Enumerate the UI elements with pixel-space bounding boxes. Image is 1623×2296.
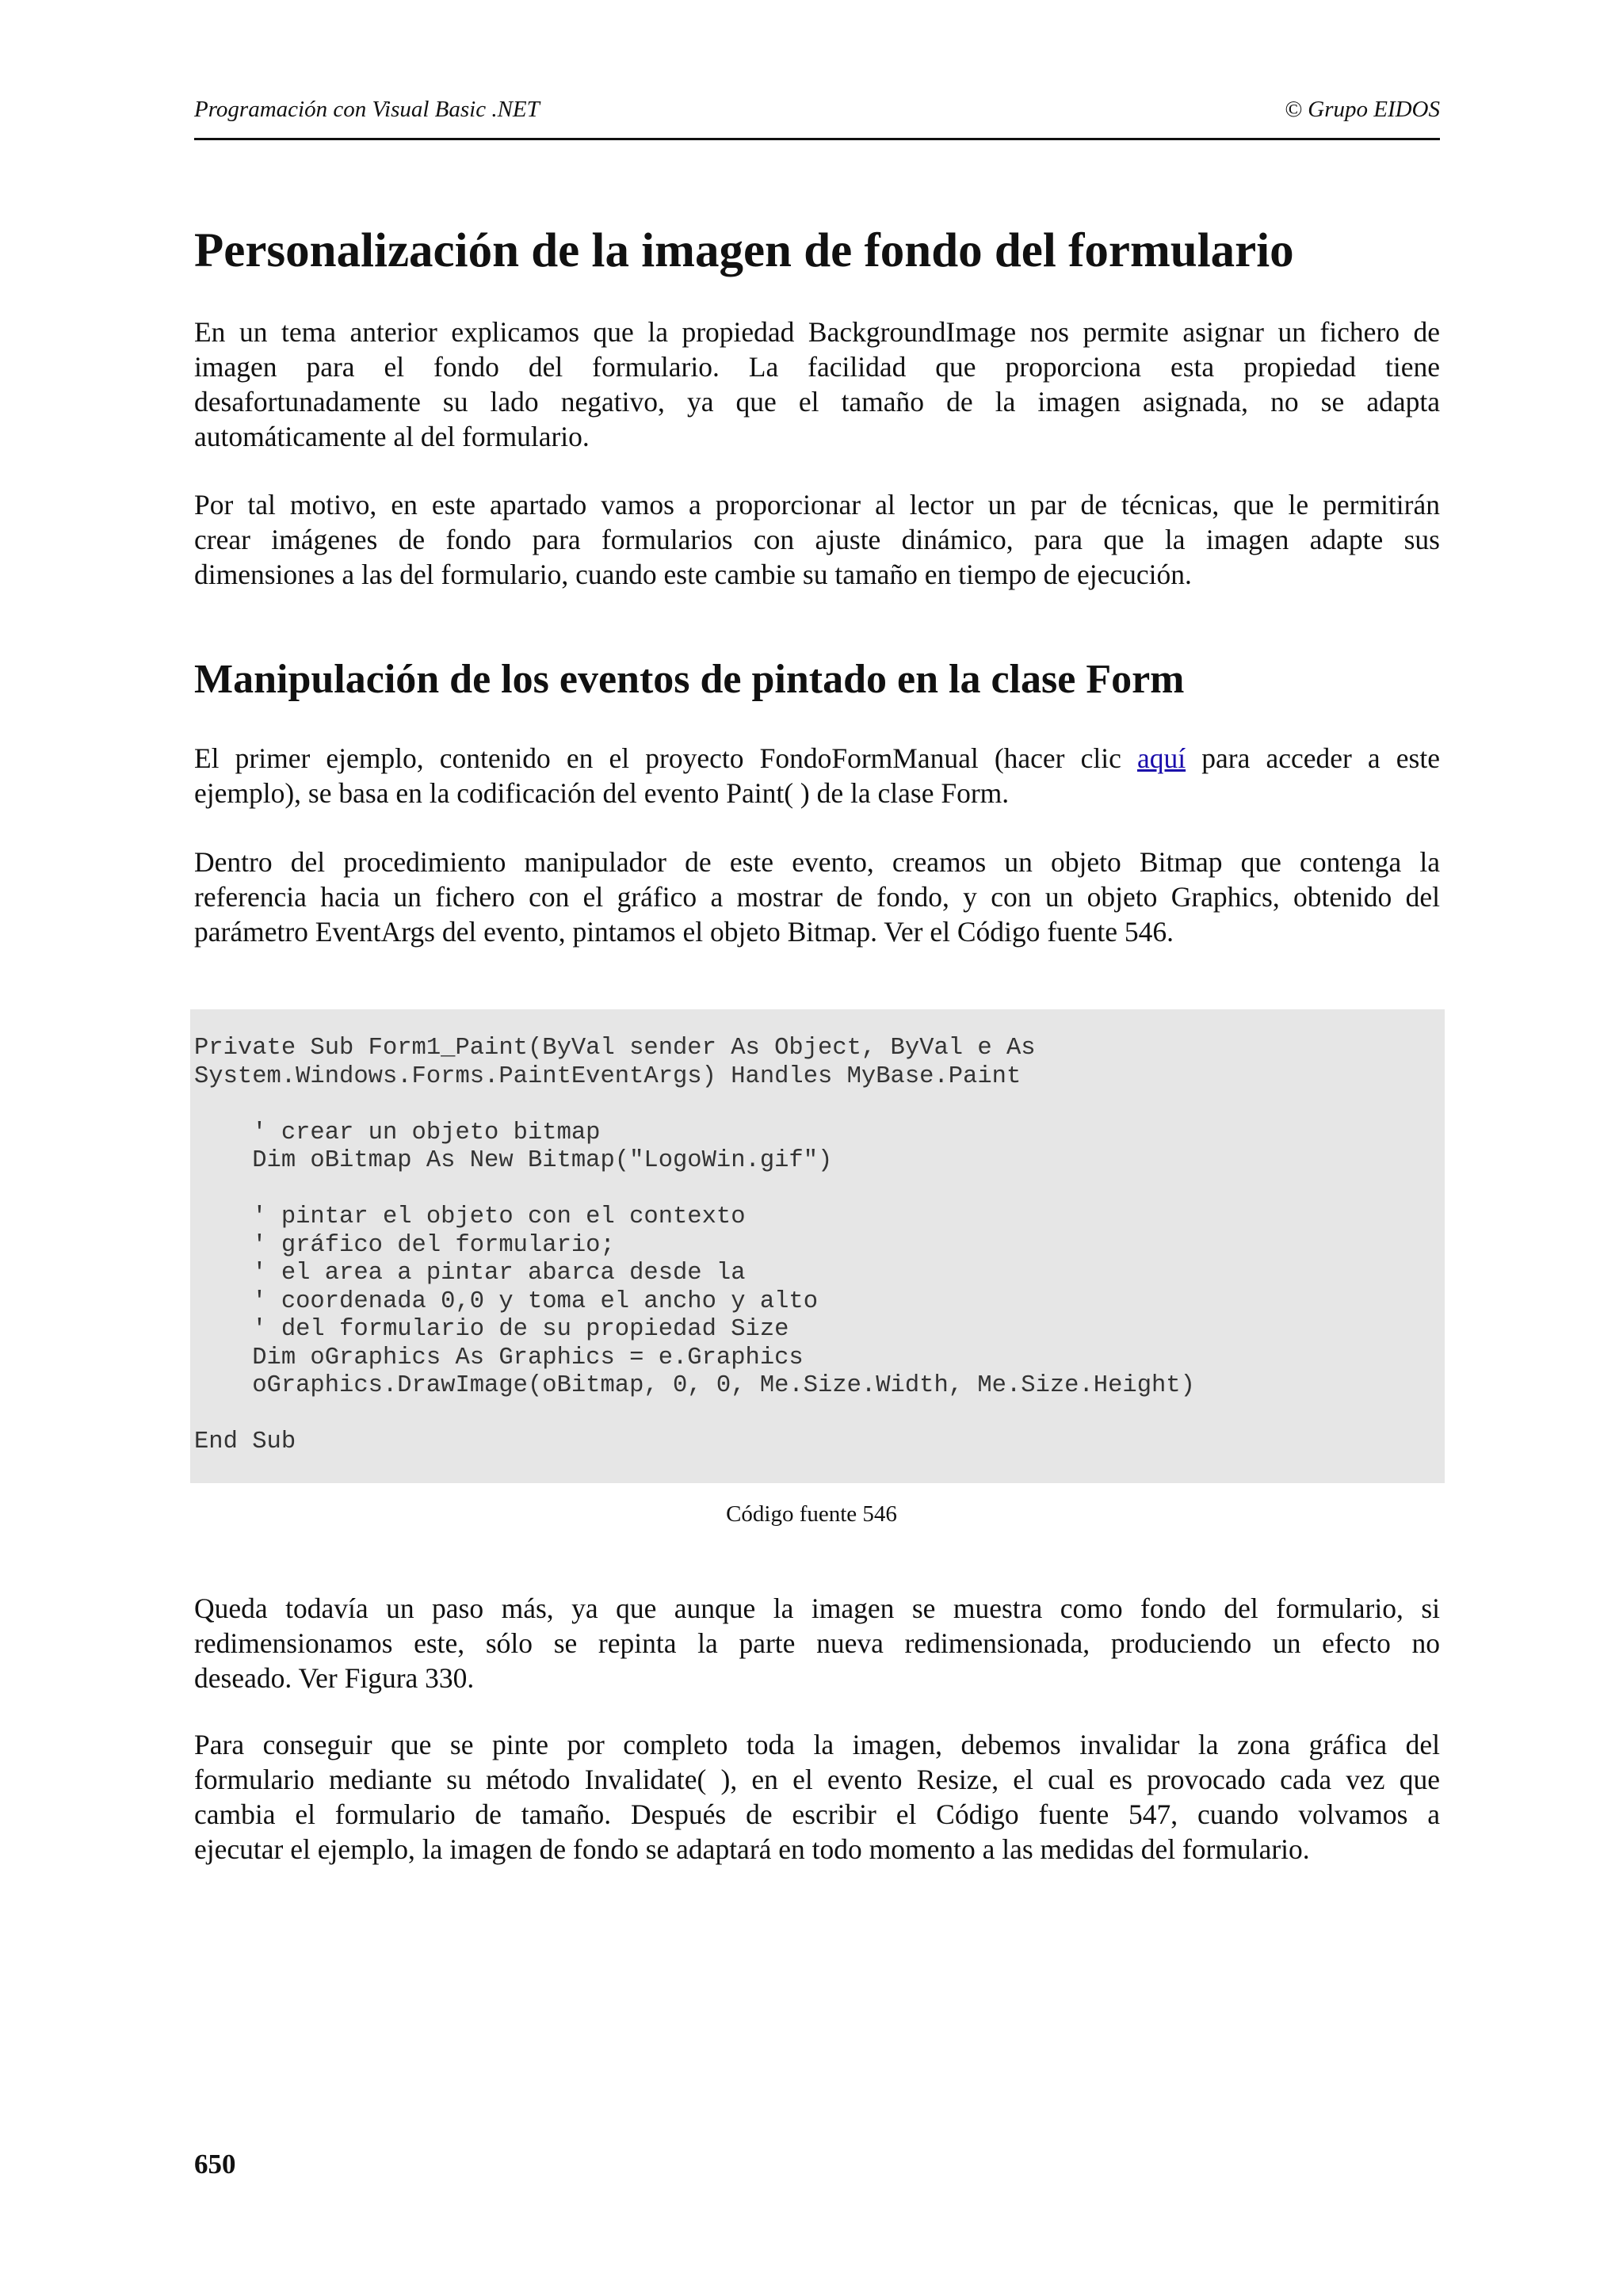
header-publisher: © Grupo EIDOS <box>1284 97 1440 122</box>
page-number: 650 <box>194 2149 236 2180</box>
text-line: ejemplo), se basa en la codificación del evento Paint( ) de la clase Form. <box>194 777 1010 809</box>
text-line: Para conseguir que se pinte por completo toda la imagen, debemos invalidar la zona gráfica del <box>194 1729 1440 1760</box>
text-line: automáticamente al del formulario. <box>194 421 590 452</box>
text-line: dimensiones a las del formulario, cuando este cambie su tamaño en tiempo de ejecución. <box>194 559 1192 590</box>
text-line: Dentro del procedimiento manipulador de este evento, creamos un objeto Bitmap que contenga la <box>194 846 1440 878</box>
running-header <box>194 97 1440 140</box>
text-line: cambia el formulario de tamaño. Después de escribir el Código fuente 547, cuando volvamos a <box>194 1798 1440 1830</box>
text-line: crear imágenes de fondo para formularios con ajuste dinámico, para que la imagen adapte sus <box>194 524 1440 555</box>
paragraph-first-example <box>194 741 1440 810</box>
section-heading-paint-events: Manipulación de los eventos de pintado en la clase Form <box>194 657 1185 702</box>
paragraph-invalidate <box>194 1727 1440 1867</box>
text-line: redimensionamos este, sólo se repinta la parte nueva redimensionada, produciendo un efecto no <box>194 1627 1440 1659</box>
text-line: parámetro EventArgs del evento, pintamos el objeto Bitmap. Ver el Código fuente 546. <box>194 916 1174 948</box>
text-line <box>194 741 1440 776</box>
paragraph-techniques <box>194 487 1440 592</box>
text-line: En un tema anterior explicamos que la propiedad BackgroundImage nos permite asignar un fichero de <box>194 316 1440 348</box>
text-line: Por tal motivo, en este apartado vamos a proporcionar al lector un par de técnicas, que le permitirán <box>194 489 1440 521</box>
header-book-title: Programación con Visual Basic .NET <box>194 97 540 122</box>
text-line: desafortunadamente su lado negativo, ya que el tamaño de la imagen asignada, no se adapta <box>194 386 1440 418</box>
example-link[interactable]: aquí <box>1136 742 1186 774</box>
paragraph-bitmap-description <box>194 845 1440 949</box>
text-after-link: para acceder a este <box>1201 742 1440 774</box>
text-before-link: El primer ejemplo, contenido en el proyecto FondoFormManual (hacer clic <box>194 742 1121 774</box>
text-line: referencia hacia un fichero con el gráfico a mostrar de fondo, y con un objeto Graphics, obtenido del <box>194 881 1440 913</box>
code-caption: Código fuente 546 <box>726 1501 897 1527</box>
paragraph-repaint-issue <box>194 1591 1440 1695</box>
text-line: ejecutar el ejemplo, la imagen de fondo se adaptará en todo momento a las medidas del formulario. <box>194 1833 1310 1865</box>
text-line: imagen para el fondo del formulario. La facilidad que proporciona esta propiedad tiene <box>194 351 1440 383</box>
paragraph-intro <box>194 315 1440 454</box>
text-line: deseado. Ver Figura 330. <box>194 1662 475 1694</box>
text-line: formulario mediante su método Invalidate( ), en el evento Resize, el cual es provocado cada vez que <box>194 1764 1440 1795</box>
section-heading-background-image: Personalización de la imagen de fondo del formulario <box>194 224 1294 277</box>
code-listing: Private Sub Form1_Paint(ByVal sender As Object, ByVal e As System.Windows.Forms.PaintEventArgs) Handles MyBase.Paint ' crear un objeto bitmap Dim oBitmap As New Bitmap("LogoWin.gif") ' pintar el objeto con el contexto ' gráfico del formulario; ' el area a pintar abarca desde la ' coordenada 0,0 y toma el ancho y alto ' del formulario de su propiedad Size Dim oGraphics As Graphics = e.Graphics oGraphics.DrawImage(oBitmap, 0, 0, Me.Size.Width, Me.Size.Height) End Sub <box>194 1035 1195 1455</box>
text-line: Queda todavía un paso más, ya que aunque la imagen se muestra como fondo del formulario, si <box>194 1592 1440 1624</box>
